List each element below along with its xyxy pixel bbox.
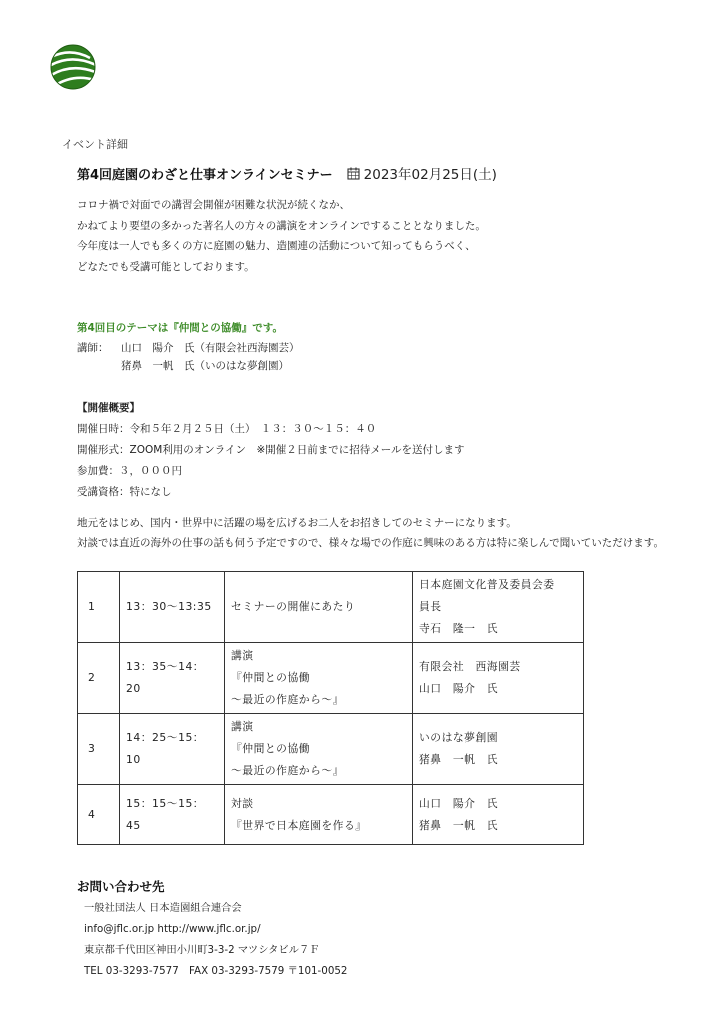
contact-heading: お問い合わせ先 xyxy=(77,879,165,894)
schedule-table xyxy=(77,571,584,845)
contact-web[interactable]: info@jflc.or.jp http://www.jflc.or.jp/ xyxy=(84,923,261,935)
guest-line: 地元をはじめ、国内・世界中に活躍の場を広げるお二人をお招きしてのセミナーになります。 xyxy=(77,517,517,529)
row-speaker: いのはな夢創園 猪鼻 一帆 氏 xyxy=(413,714,584,785)
overview-line: 受講資格：特になし xyxy=(77,486,172,498)
lecturer-item: 猪鼻 一帆 氏（いのはな夢創園） xyxy=(121,360,289,372)
intro-line: 今年度は一人でも多くの方に庭園の魅力、造園連の活動について知ってもらうべく、 xyxy=(77,240,476,252)
intro-paragraph xyxy=(77,195,486,277)
row-number: 1 xyxy=(78,572,120,643)
row-program: 講演 『仲間との協働 ～最近の作庭から～』 xyxy=(225,714,413,785)
row-program: 講演 『仲間との協働 ～最近の作庭から～』 xyxy=(225,643,413,714)
row-program: 対談 『世界で日本庭園を作る』 xyxy=(225,785,413,845)
calendar-icon xyxy=(347,167,360,180)
row-program: セミナーの開催にあたり xyxy=(225,572,413,643)
table-row xyxy=(78,714,584,785)
event-detail-kicker: イベント詳細 xyxy=(62,138,128,151)
intro-line: コロナ禍で対面での講習会開催が困難な状況が続くなか、 xyxy=(77,199,350,211)
row-speaker: 山口 陽介 氏 猪鼻 一帆 氏 xyxy=(413,785,584,845)
row-speaker: 有限会社 西海園芸 山口 陽介 氏 xyxy=(413,643,584,714)
event-date xyxy=(347,163,497,183)
row-number: 3 xyxy=(78,714,120,785)
row-number: 2 xyxy=(78,643,120,714)
overview-line: 開催日時：令和５年２月２５日（土） １３：３０～１５：４０ xyxy=(77,423,377,435)
organization-logo-icon xyxy=(50,44,96,90)
intro-line: どなたでも受講可能としております。 xyxy=(77,260,255,273)
overview-line: 参加費：３，０００円 xyxy=(77,465,182,477)
lecturer-label: 講師： xyxy=(77,342,109,354)
event-date-text: 2023年02月25日(土) xyxy=(363,167,497,183)
row-time: 13：30～13:35 xyxy=(120,572,225,643)
row-speaker: 日本庭園文化普及委員会委 員長 寺石 隆一 氏 xyxy=(413,572,584,643)
table-row xyxy=(78,785,584,845)
theme-heading: 第4回目のテーマは『仲間との協働』です。 xyxy=(77,322,283,334)
contact-address: 東京都千代田区神田小川町3-3-2 マツシタビル７Ｆ xyxy=(84,944,320,956)
table-row xyxy=(78,572,584,643)
overview-section xyxy=(77,398,465,503)
contact-phone: TEL 03-3293-7577 FAX 03-3293-7579 〒101-0052 xyxy=(84,965,348,977)
lecturer-item: 山口 陽介 氏（有限会社西海園芸） xyxy=(121,342,300,354)
row-time: 14：25～15：10 xyxy=(120,714,225,785)
guest-line: 対談では直近の海外の仕事の話も伺う予定ですので、様々な場での作庭に興味のある方は特に楽しんで聞いていただけます。 xyxy=(77,537,664,549)
contact-org: 一般社団法人 日本造園組合連合会 xyxy=(84,902,242,914)
overview-line: 開催形式：ZOOM利用のオンライン ※開催２日前までに招待メールを送付します xyxy=(77,444,465,456)
event-title-row xyxy=(77,163,497,183)
event-title: 第4回庭園のわざと仕事オンラインセミナー xyxy=(77,167,333,183)
intro-line: かねてより要望の多かった著名人の方々の講演をオンラインですることとなりました。 xyxy=(77,219,486,232)
row-time: 13：35～14：20 xyxy=(120,643,225,714)
guest-description xyxy=(77,513,664,553)
lecturer-list xyxy=(77,339,300,375)
row-time: 15：15～15：45 xyxy=(120,785,225,845)
row-number: 4 xyxy=(78,785,120,845)
overview-heading: 【開催概要】 xyxy=(77,402,140,414)
table-row xyxy=(78,643,584,714)
contact-block xyxy=(84,898,347,982)
